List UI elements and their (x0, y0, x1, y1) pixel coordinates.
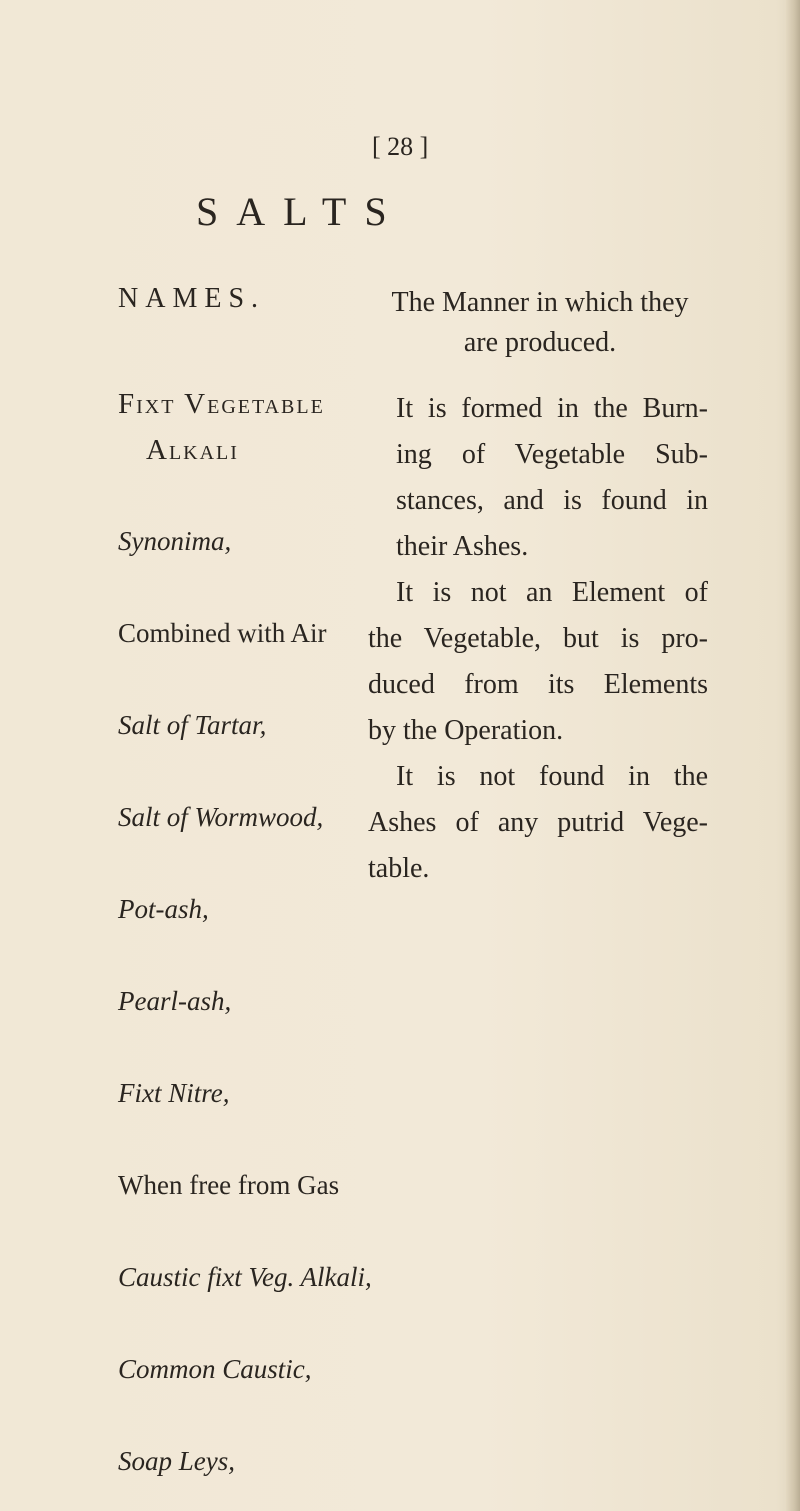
name-entry: Soap Leys, (118, 1446, 235, 1476)
manner-column (368, 386, 708, 892)
manner-header-line-2: are produced. (463, 327, 617, 358)
manner-paragraph-3 (368, 754, 708, 892)
name-entry: Combined with Air (118, 618, 327, 648)
manner-header-line-1: The Manner in which they (391, 287, 689, 318)
name-entry: Pearl-ash, (118, 986, 232, 1016)
text-line: stances, and is found in (396, 485, 708, 516)
name-entry: Fixt Nitre, (118, 1078, 230, 1108)
name-entry: Common Caustic, (118, 1354, 312, 1384)
page-number: [ 28 ] (372, 132, 429, 161)
manner-column-header (375, 283, 705, 363)
text-line: It is not an Element of (396, 577, 708, 608)
text-line: It is not found in the (396, 761, 708, 792)
name-entry: Alkali (146, 434, 239, 466)
text-line: ing of Vegetable Sub- (396, 439, 708, 470)
text-line: duced from its Elements (368, 669, 708, 700)
text-line: table. (368, 853, 430, 884)
text-line: by the Operation. (368, 715, 564, 746)
names-column-header: NAMES. (118, 283, 266, 314)
text-line: It is formed in the Burn- (396, 393, 708, 424)
manner-paragraph-1 (368, 386, 708, 570)
page-heading: SALTS (196, 189, 405, 234)
name-entry: Fixt Vegetable (118, 388, 325, 420)
text-line: their Ashes. (396, 531, 529, 562)
name-entry: When free from Gas (118, 1170, 340, 1200)
page-edge (786, 0, 800, 1511)
name-entry: Salt of Tartar, (118, 710, 267, 740)
name-entry: Pot-ash, (118, 894, 209, 924)
manner-paragraph-2 (368, 570, 708, 754)
text-line: the Vegetable, but is pro- (368, 623, 708, 654)
name-entry: Caustic fixt Veg. Alkali, (118, 1262, 372, 1292)
text-line: Ashes of any putrid Vege- (368, 807, 708, 838)
name-entry: Salt of Wormwood, (118, 802, 324, 832)
name-entry: Synonima, (118, 526, 232, 556)
